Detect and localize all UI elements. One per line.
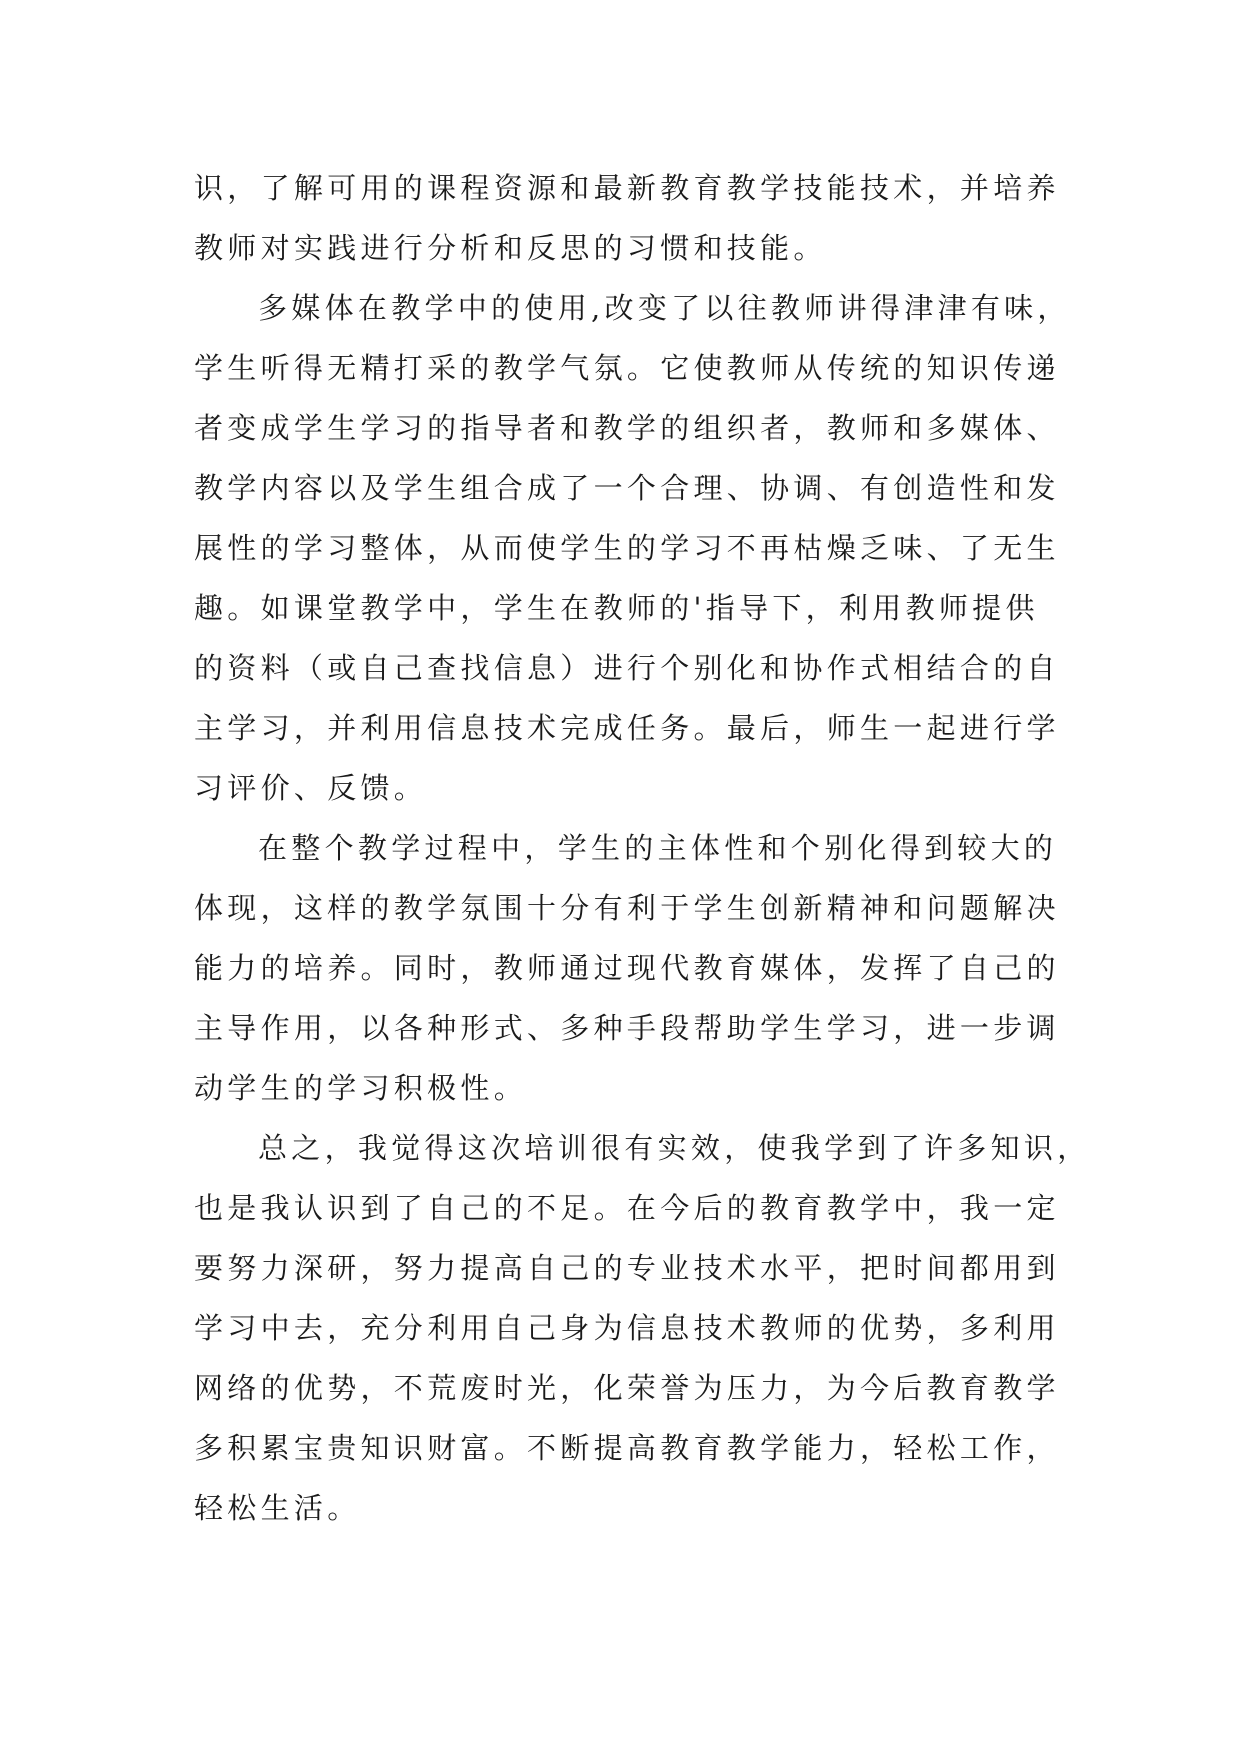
text-line: 网络的优势，不荒废时光，化荣誉为压力，为今后教育教学 <box>194 1371 1060 1405</box>
text-line: 主学习，并利用信息技术完成任务。最后，师生一起进行学 <box>194 711 1060 745</box>
text-line: 的资料（或自己查找信息）进行个别化和协作式相结合的自 <box>194 651 1060 685</box>
text-line: 习评价、反馈。 <box>194 771 428 805</box>
text-line: 趣。如课堂教学中，学生在教师的'指导下，利用教师提供 <box>194 591 1039 625</box>
paragraph-start-line: 总之，我觉得这次培训很有实效，使我学到了许多知识， <box>258 1131 1091 1165</box>
text-line: 体现，这样的教学氛围十分有利于学生创新精神和问题解决 <box>194 891 1060 925</box>
text-line: 者变成学生学习的指导者和教学的组织者，教师和多媒体、 <box>194 411 1060 445</box>
text-line: 也是我认识到了自己的不足。在今后的教育教学中，我一定 <box>194 1191 1060 1225</box>
text-line: 能力的培养。同时，教师通过现代教育媒体，发挥了自己的 <box>194 951 1060 985</box>
text-line: 教学内容以及学生组合成了一个合理、协调、有创造性和发 <box>194 471 1060 505</box>
text-line: 学生听得无精打采的教学气氛。它使教师从传统的知识传递 <box>194 351 1060 385</box>
text-line: 学习中去，充分利用自己身为信息技术教师的优势，多利用 <box>194 1311 1060 1345</box>
text-line: 主导作用，以各种形式、多种手段帮助学生学习，进一步调 <box>194 1011 1060 1045</box>
paragraph-start-line: 在整个教学过程中，学生的主体性和个别化得到较大的 <box>258 831 1058 865</box>
text-line: 动学生的学习积极性。 <box>194 1071 528 1105</box>
paragraph-start-line: 多媒体在教学中的使用,改变了以往教师讲得津津有味， <box>258 291 1071 325</box>
text-line: 教师对实践进行分析和反思的习惯和技能。 <box>194 231 827 265</box>
text-line: 多积累宝贵知识财富。不断提高教育教学能力，轻松工作， <box>194 1431 1060 1465</box>
text-line: 轻松生活。 <box>194 1491 361 1525</box>
text-line: 要努力深研，努力提高自己的专业技术水平，把时间都用到 <box>194 1251 1060 1285</box>
text-line: 识，了解可用的课程资源和最新教育教学技能技术，并培养 <box>194 171 1060 205</box>
text-line: 展性的学习整体，从而使学生的学习不再枯燥乏味、了无生 <box>194 531 1060 565</box>
